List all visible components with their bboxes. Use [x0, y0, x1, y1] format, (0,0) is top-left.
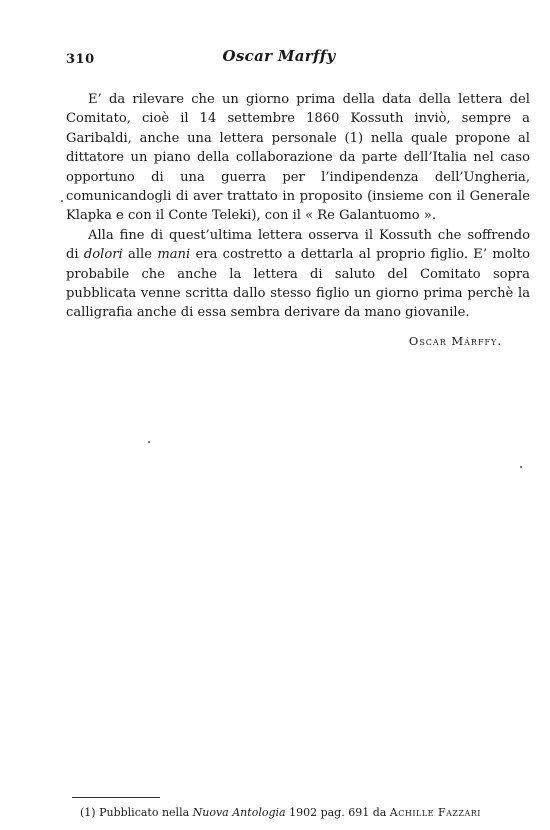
footnote-text-b: 1902 pag. 691 da: [285, 806, 390, 819]
scan-speck: [61, 200, 63, 202]
paragraph-2-text-e: era costretto a dettarla al proprio figlio. E’ molto probabile che anche la lettera di saluto del Comitato sopra pubblicata venne scritta dallo stesso figlio un giorno prima perchè la calligrafia anche di essa sembra derivare da mano giovanile.: [66, 247, 530, 321]
paragraph-2-text-a: Alla fine di quest’ultima lettera osserva il Kossuth che soffrendo di: [66, 227, 530, 263]
page-number: 310: [66, 52, 95, 67]
paragraph-2-italic-dolori: dolori: [83, 247, 123, 263]
body-text: [66, 90, 530, 323]
footnote-journal: Nuova Antologia: [192, 806, 286, 819]
paragraph-2-italic-mani: mani: [157, 247, 191, 263]
footnote-author: Achille Fazzari: [389, 806, 481, 819]
footnote: [80, 806, 540, 819]
footnote-marker: (1): [80, 806, 96, 819]
running-title: Oscar Marffy: [222, 47, 336, 65]
footnote-divider: [72, 797, 160, 798]
paragraph-2-text-c: alle: [122, 247, 158, 263]
paragraph-1: E’ da rilevare che un giorno prima della data della lettera del Comitato, cioè il 14 settembre 1860 Kossuth inviò, sempre a Garibaldi, anche una lettera personale (1) nella quale propone al dittatore un piano della collaborazione da parte dell’Italia nel caso opportuno di una guerra per l’indipendenza dell’Ungheria, comunicandogli di aver trattato in proposito (insieme con il Generale Klapka e con il Conte Teleki), con il « Re Galantuomo ».: [66, 92, 530, 224]
paragraph-2: [66, 226, 530, 323]
scan-speck: [148, 441, 150, 443]
footnote-text-a: Pubblicato nella: [95, 806, 193, 819]
scan-speck: [520, 466, 522, 468]
signature: Oscar Márffy.: [408, 334, 502, 348]
